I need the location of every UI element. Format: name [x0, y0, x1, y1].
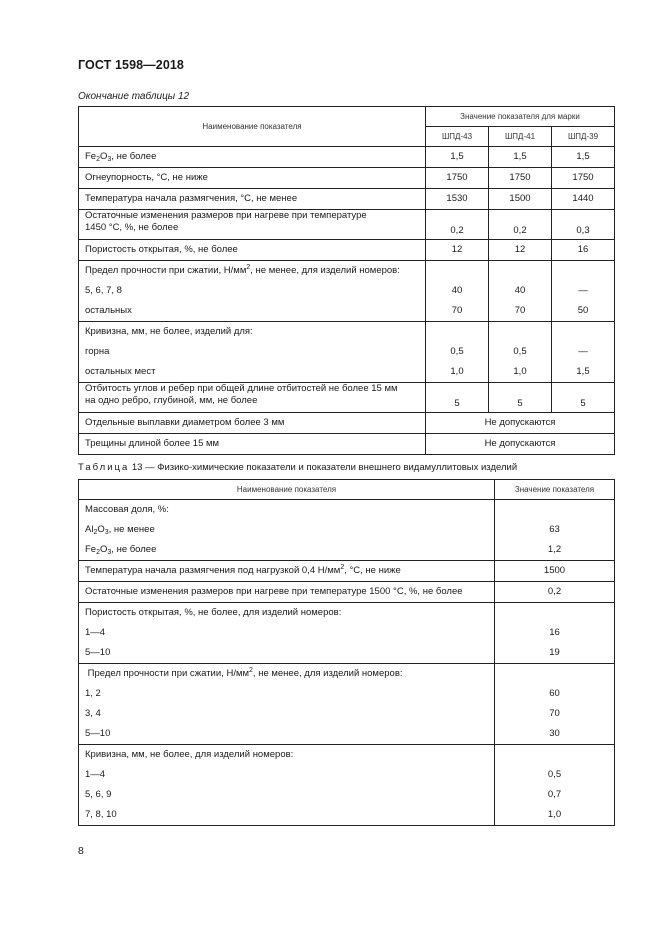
cell-value: 1,5: [513, 151, 527, 162]
row-label: 1450 °С, %, не более: [85, 222, 179, 233]
table12-caption: Окончание таблицы 12: [78, 91, 190, 102]
table-13: [78, 479, 615, 826]
cell-value: 0,2: [513, 225, 527, 236]
cell-value: 1,0: [513, 366, 527, 377]
cell-value: 5: [454, 398, 460, 409]
row-sublabel: 7, 8, 10: [85, 809, 117, 820]
table-row: [79, 413, 615, 434]
table-row: [79, 664, 615, 745]
cell-value: 63: [549, 524, 560, 535]
row-label: Кривизна, мм, не более, изделий для:: [85, 326, 253, 337]
table-row: [79, 168, 615, 189]
cell-value: 70: [514, 305, 526, 316]
cell-value: 5: [580, 398, 586, 409]
column-header-brand: ШПД-39: [552, 127, 615, 147]
cell-value: 1750: [446, 172, 468, 183]
table-row: [79, 189, 615, 210]
table-row: [79, 147, 615, 168]
table-row: [79, 745, 615, 826]
cell-value: 1,0: [547, 809, 562, 820]
row-label: Предел прочности при сжатии, $Н/мм^2$, не менее, для изделий номеров:: [85, 264, 400, 276]
row-label: Кривизна, мм, не более, для изделий номеров:: [85, 749, 294, 760]
cell-value: 1750: [572, 172, 594, 183]
cell-value: 0,3: [576, 225, 590, 236]
table-row: [79, 261, 615, 322]
cell-value: 0,5: [513, 346, 527, 357]
row-sublabel: 1—4: [85, 627, 106, 638]
cell-value: —: [578, 285, 588, 296]
row-label: Температура начала размягчения под нагрузкой 0,4 $Н/мм^2$, °С, не ниже: [85, 564, 401, 576]
cell-value: 1500: [543, 565, 566, 576]
cell-value: Не допускаются: [484, 438, 556, 449]
cell-value: 0,2: [450, 225, 464, 236]
cell-value: 1,5: [576, 366, 590, 377]
row-sublabel: 3, 4: [85, 708, 101, 719]
cell-value: Не допускаются: [484, 417, 556, 428]
row-sublabel: 5—10: [85, 647, 111, 658]
row-label: Пористость открытая, %, не более: [85, 244, 238, 255]
document-title: ГОСТ 1598—2018: [78, 58, 184, 72]
page-number: 8: [78, 845, 84, 857]
row-label: Температура начала размягчения, °С, не менее: [85, 193, 298, 204]
column-header-name: Наименование показателя: [79, 480, 495, 500]
cell-value: 30: [549, 728, 560, 739]
row-label: Пористость открытая, %, не более, для изделий номеров:: [85, 607, 342, 618]
table-12: [78, 106, 615, 455]
row-sublabel: 1, 2: [85, 688, 101, 699]
cell-value: 12: [514, 244, 526, 255]
cell-value: 1500: [509, 193, 531, 204]
row-label: Массовая доля, %:: [85, 504, 169, 515]
row-sublabel: горна: [85, 346, 110, 357]
column-header-value: Значение показателя: [495, 480, 615, 500]
cell-value: —: [578, 346, 588, 357]
row-label: Огнеупорность, °С, не ниже: [85, 172, 208, 183]
cell-value: 5: [517, 398, 523, 409]
table-row: [79, 383, 615, 413]
cell-value: 40: [514, 285, 526, 296]
row-label: Отбитость углов и ребер при общей длине отбитостей не более 15 мм: [85, 383, 398, 394]
row-label: на одно ребро, глубиной, мм, не более: [85, 395, 258, 406]
cell-value: 70: [549, 708, 560, 719]
cell-value: 16: [549, 627, 560, 638]
table-row: [79, 603, 615, 664]
column-header-group: Значение показателя для марки: [426, 107, 615, 127]
row-sublabel: $Fe_2O_3$, не более: [85, 544, 157, 556]
table-row: [79, 322, 615, 383]
column-header-brand: ШПД-41: [489, 127, 552, 147]
cell-value: 40: [451, 285, 463, 296]
cell-value: 12: [451, 244, 463, 255]
row-label: Остаточные изменения размеров при нагреве при температуре: [85, 210, 367, 221]
row-sublabel: остальных мест: [85, 366, 156, 377]
cell-value: 1,0: [450, 366, 464, 377]
cell-value: 1530: [446, 193, 468, 204]
table13-caption: Таблица 13 — Физико-химические показатели и показатели внешнего видамуллитовых изделий: [78, 462, 518, 473]
table-row: [79, 240, 615, 261]
cell-value: 0,5: [450, 346, 464, 357]
cell-value: 0,7: [547, 789, 562, 800]
cell-value: 70: [451, 305, 463, 316]
cell-value: 1,5: [450, 151, 464, 162]
cell-value: 1,5: [576, 151, 590, 162]
row-label: Остаточные изменения размеров при нагреве при температуре 1500 °С, %, не более: [85, 586, 463, 597]
cell-value: 1440: [572, 193, 594, 204]
column-header-name: Наименование показателя: [79, 107, 426, 147]
row-sublabel: 1—4: [85, 769, 106, 780]
row-label: Отдельные выплавки диаметром более 3 мм: [85, 417, 285, 428]
row-label: Предел прочности при сжатии, $Н/мм^2$, не менее, для изделий номеров:: [87, 667, 403, 679]
table-row: [79, 210, 615, 240]
cell-value: 0,5: [547, 769, 562, 780]
column-header-brand: ШПД-43: [426, 127, 489, 147]
table-row: [79, 561, 615, 582]
cell-value: 1,2: [547, 544, 562, 555]
cell-value: 50: [577, 305, 589, 316]
cell-value: 16: [577, 244, 589, 255]
row-label: Трещины длиной более 15 мм: [85, 438, 220, 449]
row-sublabel: 5, 6, 7, 8: [85, 285, 122, 296]
cell-value: 0,2: [547, 586, 562, 597]
row-sublabel: остальных: [85, 305, 132, 316]
cell-value: 60: [549, 688, 560, 699]
row-sublabel: $Al_2O_3$, не менее: [85, 524, 155, 536]
row-sublabel: 5—10: [85, 728, 111, 739]
cell-value: 1750: [509, 172, 531, 183]
row-label: $Fe_2O_3$, не более: [85, 151, 157, 163]
table-row: [79, 582, 615, 603]
row-sublabel: 5, 6, 9: [85, 789, 112, 800]
cell-value: 19: [549, 647, 560, 658]
table-row: [79, 500, 615, 561]
table-row: [79, 434, 615, 455]
